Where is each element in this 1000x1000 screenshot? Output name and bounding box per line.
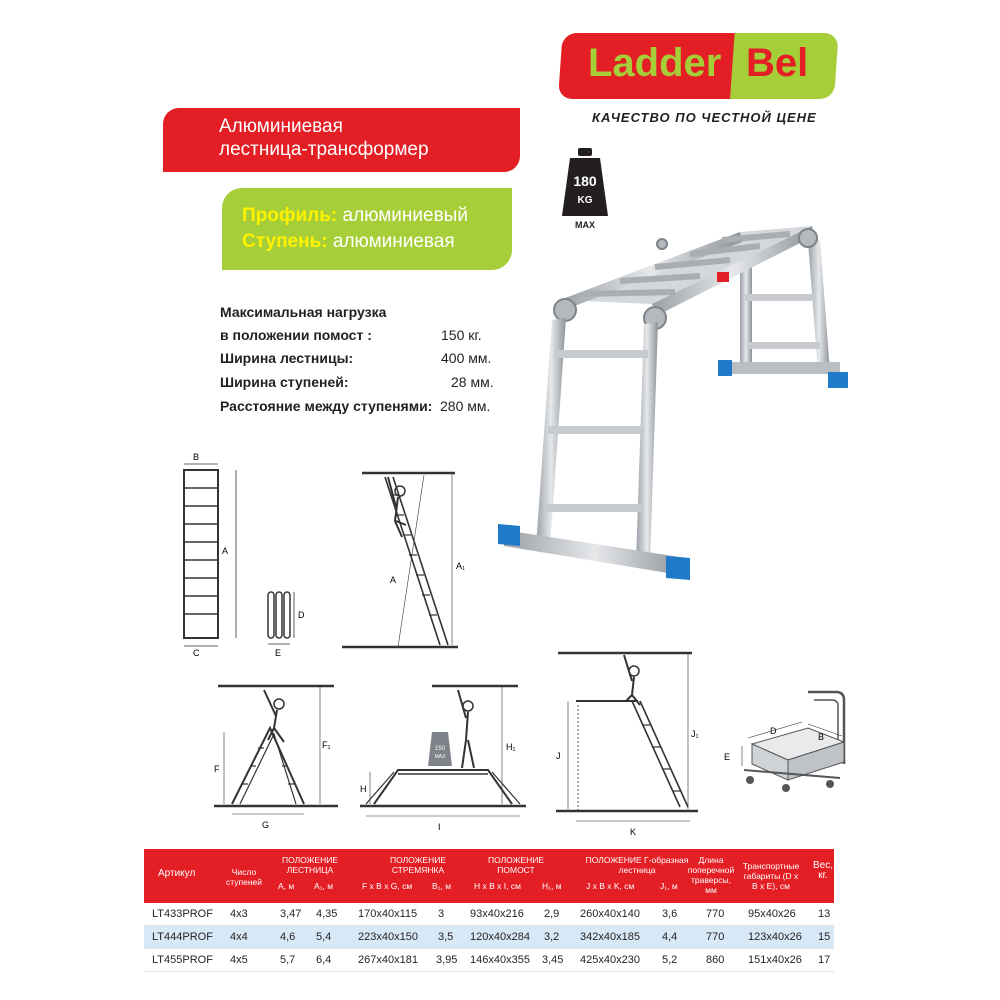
profile-line bbox=[242, 203, 468, 229]
cell-f1: 3 bbox=[438, 908, 445, 920]
weight-value: 180 bbox=[573, 173, 597, 189]
cell-a1: 5,4 bbox=[316, 931, 332, 943]
spec-label-2: Ширина лестницы: bbox=[220, 350, 354, 366]
cell-hi: 93x40x216 bbox=[470, 908, 524, 920]
logo-text-bel: Bel bbox=[746, 41, 809, 85]
dim-label-g: G bbox=[262, 820, 270, 830]
title-banner bbox=[163, 108, 520, 172]
diagram-ladder-position bbox=[340, 465, 480, 665]
diagram-l-shape-position bbox=[548, 645, 708, 840]
weight-unit: KG bbox=[577, 195, 593, 206]
th-ladder-group: ПОЛОЖЕНИЕ ЛЕСТНИЦА bbox=[281, 855, 339, 875]
cell-f1: 3,95 bbox=[436, 954, 458, 966]
dim-label-j1: J₁ bbox=[691, 729, 699, 739]
cell-traverse: 860 bbox=[706, 954, 725, 966]
spec-value-1: 150 кг. bbox=[441, 327, 482, 343]
cell-fg: 223x40x150 bbox=[358, 931, 418, 943]
th-article: Артикул bbox=[158, 868, 196, 879]
th-platform-hi: H x B x I, см bbox=[474, 881, 521, 891]
th-stepladder-fg: F x B x G, см bbox=[362, 881, 413, 891]
cell-jk: 342x40x185 bbox=[580, 931, 640, 943]
dim-label-a-lean: A bbox=[390, 575, 397, 585]
cell-j1: 5,2 bbox=[662, 954, 678, 966]
cell-j1: 3,6 bbox=[662, 908, 678, 920]
dim-label-k: K bbox=[630, 827, 637, 837]
step-line bbox=[242, 229, 468, 255]
dim-label-a1: A₁ bbox=[456, 561, 466, 571]
spec-value-2: 400 мм. bbox=[441, 350, 492, 366]
cell-a1: 6,4 bbox=[316, 954, 332, 966]
platform-badge-value: 150 bbox=[434, 746, 446, 752]
profile-label: Профиль: bbox=[242, 205, 338, 226]
dim-label-e: E bbox=[275, 648, 282, 658]
materials-banner bbox=[222, 188, 512, 270]
cell-steps: 4x3 bbox=[230, 908, 248, 920]
cell-a: 5,7 bbox=[280, 954, 296, 966]
cell-steps: 4x4 bbox=[230, 931, 248, 943]
slogan: КАЧЕСТВО ПО ЧЕСТНОЙ ЦЕНЕ bbox=[592, 110, 817, 125]
th-stepladder-f1: B₁, м bbox=[432, 881, 452, 891]
spec-label-4: Расстояние между ступенями: bbox=[220, 398, 433, 414]
table-header bbox=[144, 849, 834, 903]
specs-table bbox=[144, 849, 834, 972]
platform-badge-unit: MAX bbox=[434, 754, 446, 760]
cell-a: 4,6 bbox=[280, 931, 296, 943]
spec-label-3: Ширина ступеней: bbox=[220, 374, 349, 390]
cell-traverse: 770 bbox=[706, 908, 725, 920]
cell-h1: 3,2 bbox=[544, 931, 560, 943]
table-row bbox=[144, 949, 834, 972]
weight-caption: MAX bbox=[575, 220, 595, 230]
cell-f1: 3,5 bbox=[438, 931, 454, 943]
dim-label-c: C bbox=[193, 648, 200, 658]
materials-text bbox=[242, 203, 468, 255]
th-steps: Число ступеней bbox=[226, 867, 262, 887]
spec-label-1: в положении помост : bbox=[220, 327, 372, 343]
ladder-product-image bbox=[490, 212, 870, 592]
cell-weight: 13 bbox=[818, 908, 831, 920]
th-weight: Вес, кг. bbox=[812, 860, 833, 881]
dim-label-d: D bbox=[298, 610, 305, 620]
th-g-j1: J₁, м bbox=[660, 881, 678, 891]
dim-label-b-cart: B bbox=[818, 732, 825, 742]
cell-transport: 151x40x26 bbox=[748, 954, 802, 966]
diagram-transport-cart bbox=[720, 686, 855, 796]
dim-label-a: A bbox=[222, 546, 229, 556]
title-line-2: лестница-трансформер bbox=[219, 139, 429, 160]
diagram-stepladder-position bbox=[212, 680, 347, 830]
cell-article: LT444PROF bbox=[152, 931, 213, 943]
cell-weight: 15 bbox=[818, 931, 831, 943]
dim-label-b: B bbox=[193, 452, 200, 462]
cell-traverse: 770 bbox=[706, 931, 725, 943]
cell-jk: 425x40x230 bbox=[580, 954, 640, 966]
cell-weight: 17 bbox=[818, 954, 831, 966]
brand-logo bbox=[558, 33, 834, 99]
th-g-group: ПОЛОЖЕНИЕ Г-образная лестница bbox=[585, 855, 689, 875]
cell-hi: 146x40x355 bbox=[470, 954, 530, 966]
cell-steps: 4x5 bbox=[230, 954, 248, 966]
logo-text-ladder: Ladder bbox=[588, 41, 722, 85]
cell-fg: 170x40x115 bbox=[358, 908, 418, 920]
cell-jk: 260x40x140 bbox=[580, 908, 640, 920]
cell-article: LT455PROF bbox=[152, 954, 213, 966]
th-ladder-a: A, м bbox=[278, 881, 295, 891]
th-stepladder-group: ПОЛОЖЕНИЕ СТРЕМЯНКА bbox=[389, 855, 447, 875]
cell-a1: 4,35 bbox=[316, 908, 338, 920]
dim-label-h: H bbox=[360, 784, 367, 794]
th-ladder-a1: A₁, м bbox=[314, 881, 334, 891]
cell-fg: 267x40x181 bbox=[358, 954, 418, 966]
th-g-jk: J x B x K, см bbox=[586, 881, 635, 891]
spec-label-0: Максимальная нагрузка bbox=[220, 304, 387, 320]
dim-label-i: I bbox=[438, 822, 441, 832]
dim-label-f1: F₁ bbox=[322, 740, 331, 750]
cell-j1: 4,4 bbox=[662, 931, 678, 943]
th-platform-h1: H₁, м bbox=[542, 881, 562, 891]
dim-label-j: J bbox=[556, 751, 561, 761]
profile-value: алюминиевый bbox=[342, 205, 468, 226]
cell-transport: 95x40x26 bbox=[748, 908, 796, 920]
th-platform-group: ПОЛОЖЕНИЕ ПОМОСТ bbox=[487, 855, 545, 875]
cell-h1: 2,9 bbox=[544, 908, 560, 920]
step-value: алюминиевая bbox=[332, 231, 455, 252]
dim-label-d-cart: D bbox=[770, 726, 777, 736]
table-row bbox=[144, 926, 834, 949]
page-title bbox=[219, 115, 429, 161]
cell-a: 3,47 bbox=[280, 908, 302, 920]
step-label: Ступень: bbox=[242, 231, 328, 252]
table-row bbox=[144, 903, 834, 926]
diagram-folded-bundle bbox=[262, 588, 312, 658]
cell-article: LT433PROF bbox=[152, 908, 213, 920]
th-transport: Транспортные габариты (D x B x E), см bbox=[742, 861, 800, 891]
diagram-platform-position bbox=[356, 680, 531, 835]
th-traverse: Длина поперечной траверсы, мм bbox=[687, 855, 735, 895]
title-line-1: Алюминиевая bbox=[219, 116, 343, 137]
cell-transport: 123x40x26 bbox=[748, 931, 802, 943]
dim-label-h1: H₁ bbox=[506, 742, 516, 752]
cell-h1: 3,45 bbox=[542, 954, 564, 966]
spec-value-3: 28 мм. bbox=[451, 374, 494, 390]
cell-hi: 120x40x284 bbox=[470, 931, 530, 943]
spec-value-4: 280 мм. bbox=[440, 398, 491, 414]
dim-label-e-cart: E bbox=[724, 752, 731, 762]
dim-label-f: F bbox=[214, 764, 220, 774]
